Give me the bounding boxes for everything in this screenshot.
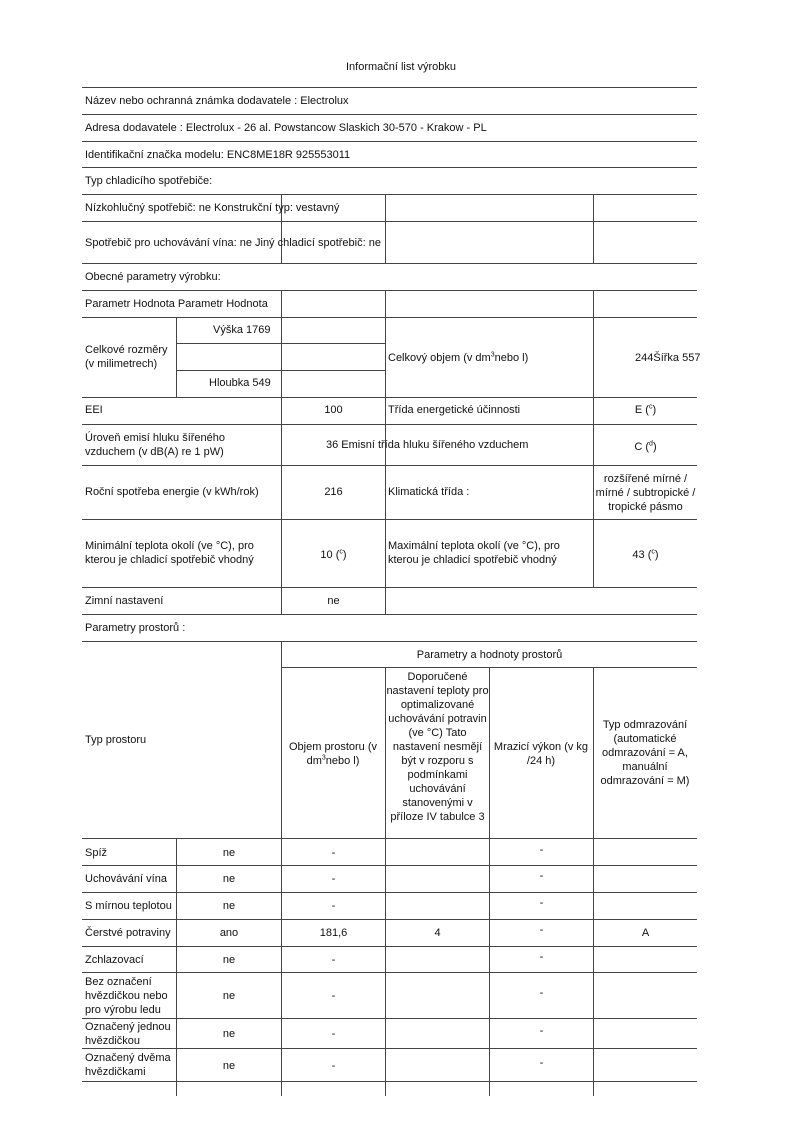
col-divider [385,397,386,587]
row-present: ne [222,847,236,859]
col-divider [593,667,594,1096]
climate-label: Klimatická třída : [388,486,470,498]
row-freeze: - [539,987,544,999]
total-volume-label-pre: Celkový objem (v dm [388,352,491,364]
row-freeze: - [539,844,544,856]
rule [82,892,697,893]
rule [82,194,697,195]
row-present: ne [222,1028,236,1040]
rule [82,919,697,920]
min-temp-label: Minimální teplota okolí (ve °C), pro kterou je chladicí spotřebič vhodný [85,540,254,566]
volume-header-sup: 3 [321,754,326,762]
max-temp-text: 43 ( [632,549,652,561]
rule [82,946,697,947]
max-temp-sup: c [651,548,655,556]
freeze-header: Mrazicí výkon (v kg /24 h) [493,741,589,767]
row-volume: - [331,1028,336,1040]
col-divider [593,290,594,317]
row-type: Spíž [85,847,108,859]
total-volume-value: 244Šířka 557 [635,352,701,364]
rule [82,587,697,588]
row-type: Označený dvěma hvězdičkami [85,1052,171,1078]
rule [82,519,697,520]
max-temp-close: ) [654,549,659,561]
rule [82,972,697,973]
page-title: Informační list výrobku [345,61,457,73]
dimensions-label: Celkové rozměry (v milimetrech) [85,344,168,370]
defrost-header: Typ odmrazování (automatické odmrazování = A, manuální odmrazování = M) [600,719,690,787]
type-header: Typ prostoru [85,734,147,746]
energy-class-label: Třída energetické účinnosti [388,404,521,416]
row-present: ne [222,990,236,1002]
eei-value: 100 [324,404,343,416]
wine-line: Spotřebič pro uchovávání vína: ne Jiný chladicí spotřebič: ne [85,237,381,249]
rule [82,641,697,642]
row-volume: - [331,873,336,885]
col-divider [593,194,594,263]
row-present: ne [222,954,236,966]
compartments-group-header: Parametry a hodnoty prostorů [416,649,563,661]
rule [82,465,697,466]
row-type: Bez označení hvězdičkou nebo pro výrobu ledu [85,976,168,1016]
appliance-type: Typ chladicího spotřebiče: [85,175,213,187]
row-present: ano [219,927,239,939]
param-header: Parametr Hodnota Parametr Hodnota [85,298,268,310]
min-temp-close: ) [342,549,347,561]
rule [82,317,697,318]
row-present: ne [222,873,236,885]
total-volume-label [388,351,528,365]
annual-energy-label: Roční spotřeba energie (v kWh/rok) [85,486,259,498]
total-volume-label-post: nebo l) [494,352,529,364]
row-volume: - [331,954,336,966]
energy-class-text: E ( [634,404,649,416]
row-type: Označený jednou hvězdičkou [85,1021,171,1047]
row-present: ne [222,1060,236,1072]
supplier-name: Název nebo ochranná známka dodavatele : Electrolux [85,95,349,107]
col-divider [176,317,177,397]
min-temp-text: 10 ( [320,549,340,561]
low-noise-line: Nízkohlučný spotřebič: ne Konstrukční typ: vestavný [85,202,340,214]
col-divider [281,317,282,397]
row-volume: - [331,900,336,912]
row-type: S mírnou teplotou [85,900,172,912]
total-volume-sup: 3 [490,351,495,359]
row-freeze: - [539,1025,544,1037]
rule [82,614,697,615]
general-heading: Obecné parametry výrobku: [85,271,221,283]
rule [82,221,697,222]
row-defrost: A [641,927,650,939]
row-freeze: - [539,924,544,936]
rule [82,424,697,425]
eei-label: EEI [85,404,103,416]
energy-class-sup: c [648,403,653,411]
depth-value: Hloubka 549 [209,377,271,389]
rule [82,1048,697,1049]
rule [82,1081,697,1082]
noise-label: Úroveň emisí hluku šířeného vzduchem (v dB(A) re 1 pW) [85,432,226,458]
energy-class-close: ) [652,404,657,416]
rule [82,397,697,398]
climate-value: rozšířené mírné / mírné / subtropické / tropické pásmo [595,473,696,513]
min-temp-value [282,548,385,562]
annual-energy-value: 216 [324,486,343,498]
row-freeze: - [539,951,544,963]
row-type: Zchlazovací [85,954,144,966]
rule [82,167,697,168]
row-volume: - [331,847,336,859]
rule [82,141,697,142]
col-divider [593,317,594,397]
row-volume: - [331,990,336,1002]
min-temp-sup: c [339,548,343,556]
volume-header-post: nebo l) [325,755,360,767]
noise-value: 36 Emisní třída hluku šířeného vzduchem [326,439,529,451]
volume-header [283,740,383,768]
col-divider [385,290,386,317]
supplier-address: Adresa dodavatele : Electrolux - 26 al. Powstancow Slaskich 30-570 - Krakow - PL [85,122,487,134]
row-type: Uchovávání vína [85,873,167,885]
model-id: Identifikační značka modelu: ENC8ME18R 925553011 [85,149,351,161]
winter-value: ne [327,595,340,607]
col-divider [385,317,386,397]
row-volume: - [331,1060,336,1072]
noise-class-sup: d [649,440,653,448]
col-divider [385,587,386,614]
row-freeze: - [539,870,544,882]
col-divider [385,194,386,263]
rule [82,114,697,115]
noise-class-close: ) [652,441,657,453]
row-freeze: - [539,1057,544,1069]
row-present: ne [222,900,236,912]
rule [82,263,697,264]
row-freeze: - [539,897,544,909]
col-divider [281,290,282,317]
row-type: Čerstvé potraviny [85,927,171,939]
winter-label: Zimní nastavení [85,595,164,607]
max-temp-label: Maximální teplota okolí (ve °C), pro kterou je chladicí spotřebič vhodný [388,540,560,566]
height-value: Výška 1769 [213,324,271,336]
rule [82,1018,697,1019]
rule [82,87,697,88]
rule [82,290,697,291]
temp-header: Doporučené nastavení teploty pro optimalizované uchovávání potravin (ve °C) Tato nastavení nesmějí být v rozporu s podmínkami uchovávání stanovenými v příloze IV tabulce 3 [386,671,489,823]
row-temp: 4 [434,927,441,939]
rule [82,838,697,839]
volume-header-pre: Objem prostoru (v dm [288,741,378,767]
noise-class-value [594,440,697,454]
rule [82,865,697,866]
energy-class-value [594,403,697,417]
max-temp-value [594,548,697,562]
compartments-heading: Parametry prostorů : [85,622,186,634]
row-volume: 181,6 [319,927,348,939]
noise-class-text: C ( [634,441,650,453]
